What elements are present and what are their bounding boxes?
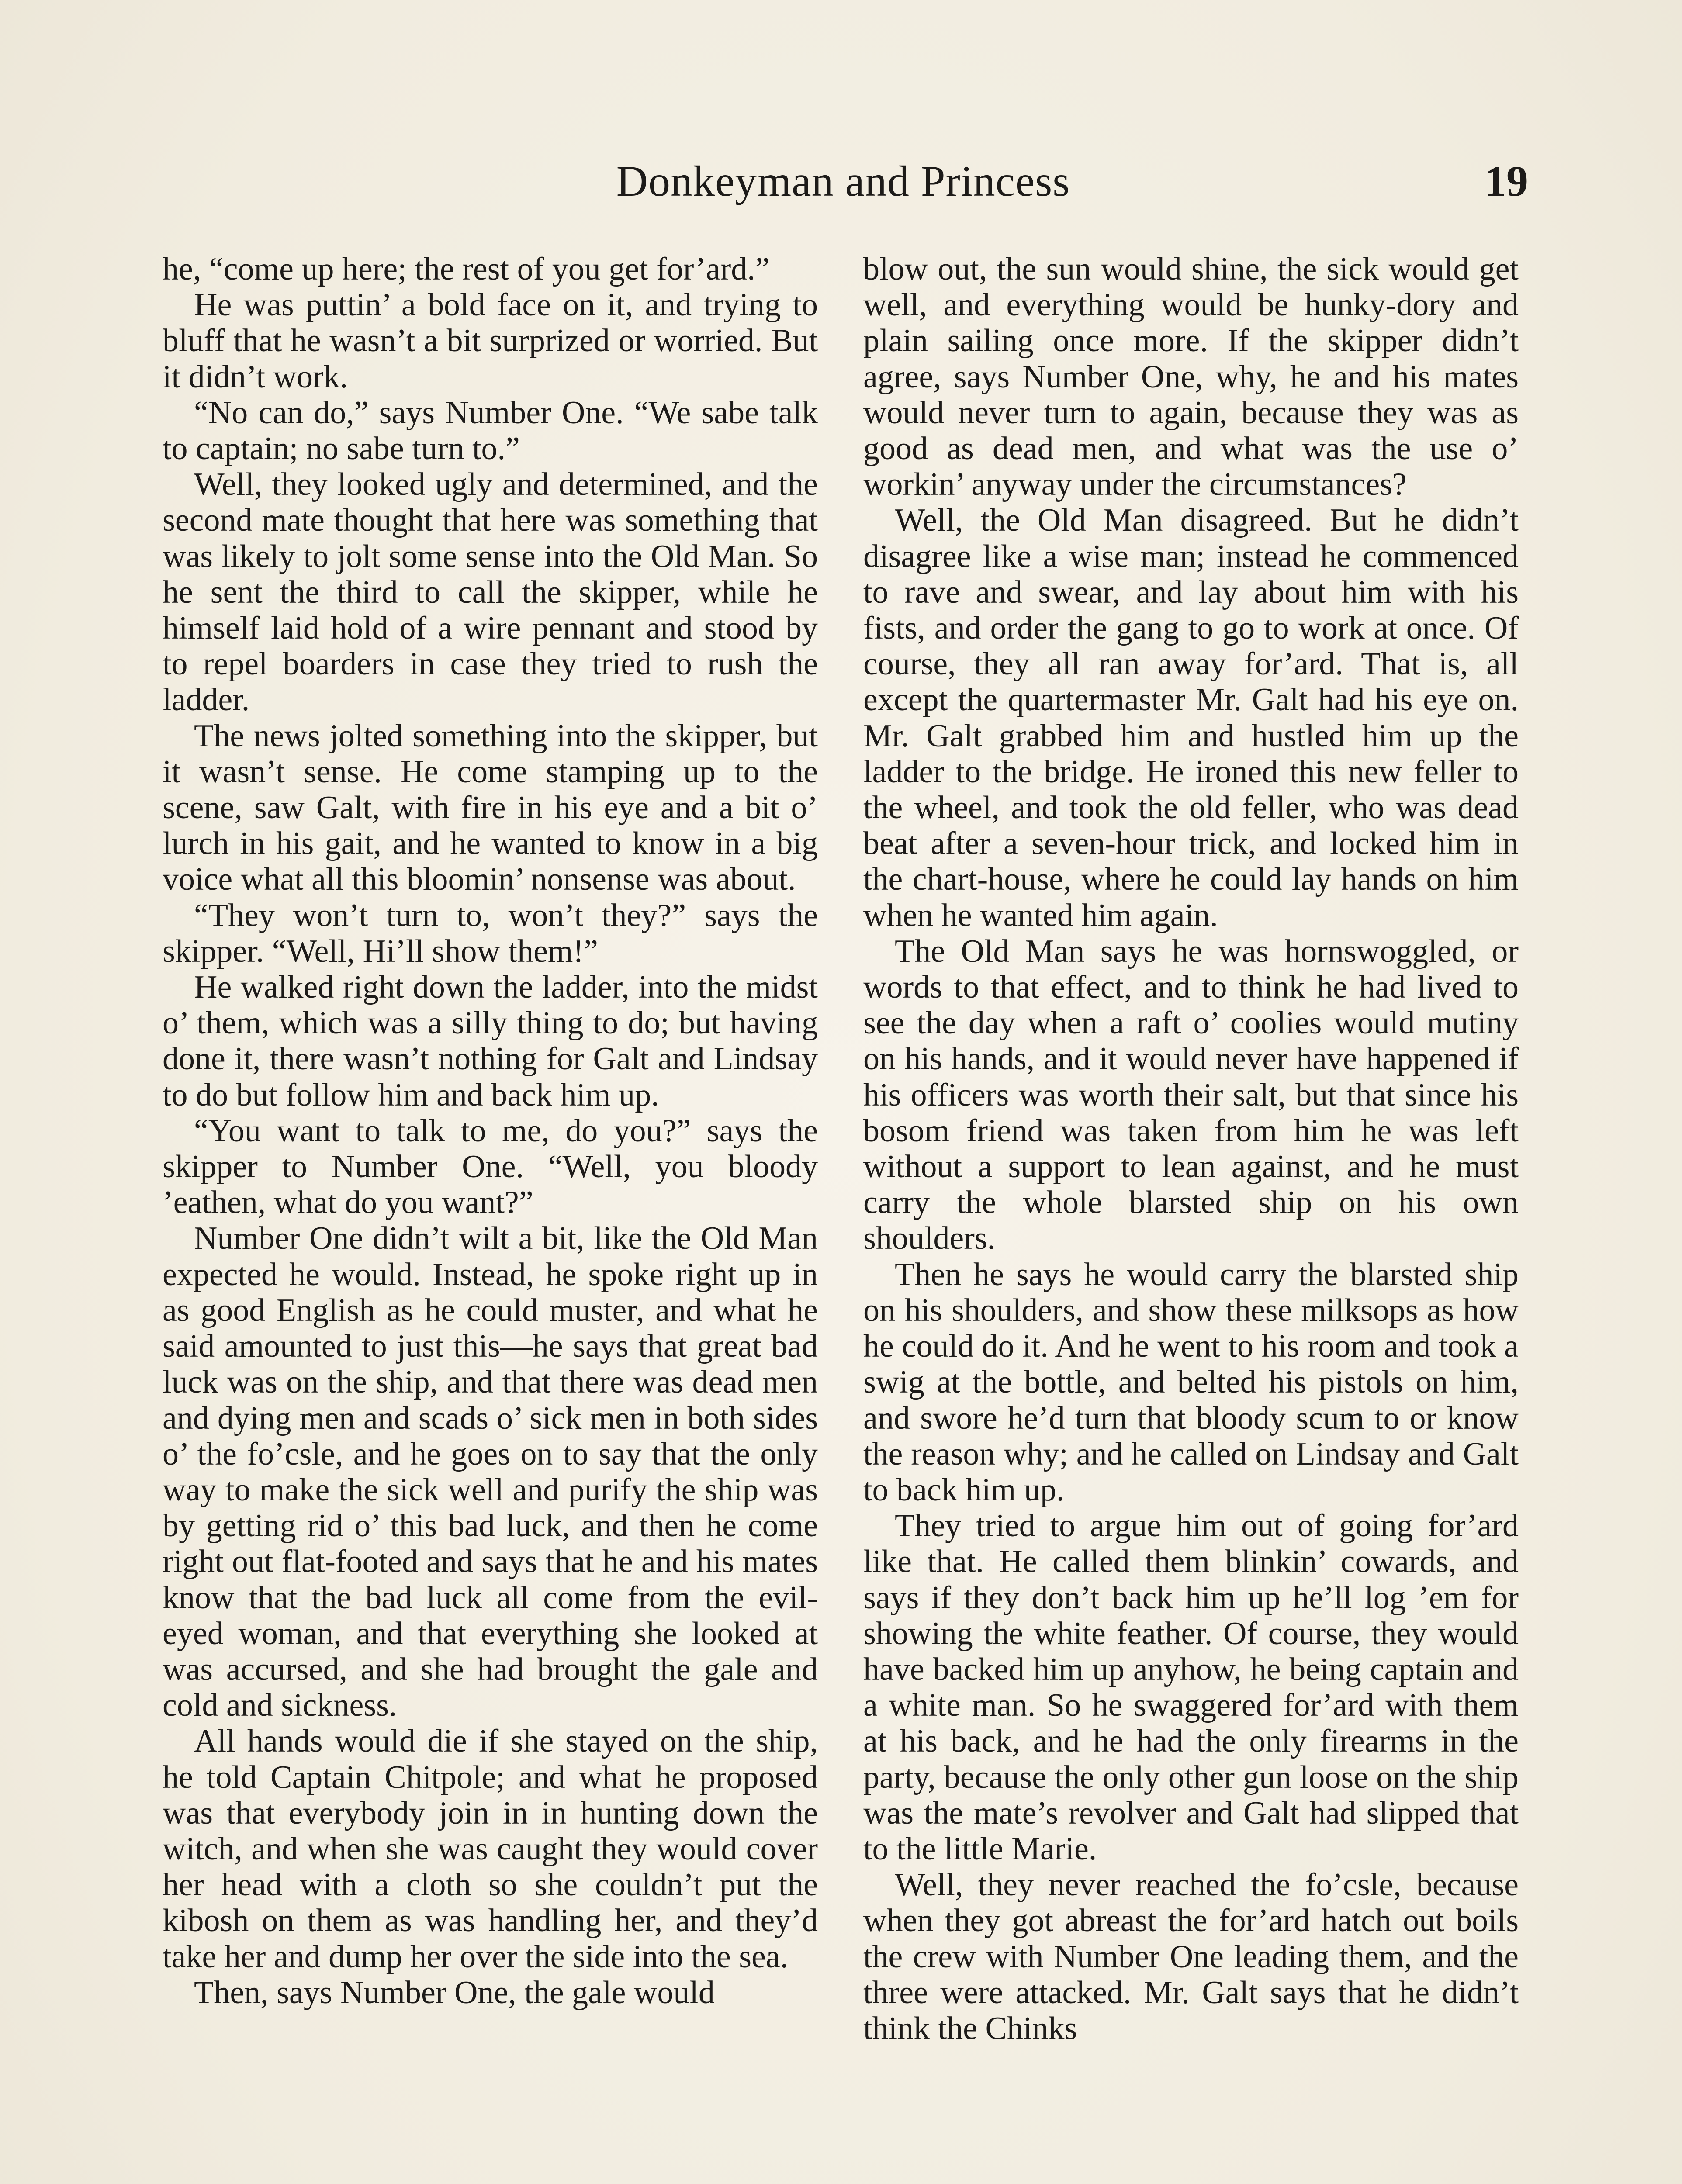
running-head xyxy=(162,151,1528,212)
text-column-left xyxy=(163,251,818,2011)
paragraph: blow out, the sun would shine, the sick would get well, and everything would be hunky-dory and plain sailing once more. If the skipper didn’t agree, says Number One, why, he and his mates would never turn to again, because they was as good as dead men, and what was the use o’ workin’ anyway under the circumstances? xyxy=(863,251,1519,503)
running-title: Donkeyman and Princess xyxy=(616,157,1070,205)
paragraph: “No can do,” says Number One. “We sabe talk to captain; no sabe turn to.” xyxy=(163,394,818,467)
paragraph: Well, they never reached the fo’csle, because when they got abreast the for’ard hatch out boils the crew with Number One leading them, and the three were attacked. Mr. Galt says that he didn’t think the Chinks xyxy=(863,1867,1519,2046)
paragraph: The Old Man says he was hornswoggled, or words to that effect, and to think he had lived to see the day when a raft o’ coolies would mutiny on his hands, and it would never have happened if his officers was worth their salt, but that since his bosom friend was taken from him he was left without a support to lean against, and he must carry the whole blarsted ship on his own shoulders. xyxy=(863,933,1519,1257)
paragraph: He was puttin’ a bold face on it, and trying to bluff that he wasn’t a bit surprized or worried. But it didn’t work. xyxy=(163,287,818,395)
paragraph: he, “come up here; the rest of you get for’ard.” xyxy=(163,251,770,287)
paragraph: “They won’t turn to, won’t they?” says the skipper. “Well, Hi’ll show them!” xyxy=(163,897,818,969)
paragraph: Well, the Old Man disagreed. But he didn’t disagree like a wise man; instead he commenced to rave and swear, and lay about him with his fists, and order the gang to go to work at once. Of course, they all ran away for’ard. That is, all except the quartermaster Mr. Galt had his eye on. Mr. Galt grabbed him and hustled him up the ladder to the bridge. He ironed this new feller to the wheel, and took the old feller, who was dead beat after a seven-hour trick, and locked him in the chart-house, where he could lay hands on him when he wanted him again. xyxy=(863,502,1519,933)
paragraph: The news jolted something into the skipper, but it wasn’t sense. He come stamping up to the scene, saw Galt, with fire in his eye and a bit o’ lurch in his gait, and he wanted to know in a big voice what all this bloomin’ nonsense was about. xyxy=(163,718,818,898)
paragraph: “You want to talk to me, do you?” says the skipper to Number One. “Well, you bloody ’eathen, what do you want?” xyxy=(163,1113,818,1221)
page-number: 19 xyxy=(1485,157,1528,205)
paragraph: Then, says Number One, the gale would xyxy=(194,1974,715,2011)
paragraph: He walked right down the ladder, into the midst o’ them, which was a silly thing to do; but having done it, there wasn’t nothing for Galt and Lindsay to do but follow him and back him up. xyxy=(163,969,818,1113)
paragraph: All hands would die if she stayed on the ship, he told Captain Chitpole; and what he proposed was that everybody join in in hunting down the witch, and when she was caught they would cover her head with a cloth so she couldn’t put the kibosh on them as was handling her, and they’d take her and dump her over the side into the sea. xyxy=(163,1723,818,1975)
paragraph: Then he says he would carry the blarsted ship on his shoulders, and show these milksops as how he could do it. And he went to his room and took a swig at the bottle, and belted his pistols on him, and swore he’d turn that bloody scum to or know the reason why; and he called on Lindsay and Galt to back him up. xyxy=(863,1256,1519,1508)
text-column-right xyxy=(863,251,1519,2046)
paragraph: Number One didn’t wilt a bit, like the Old Man expected he would. Instead, he spoke right up in as good English as he could muster, and what he said amounted to just this—he says that great bad luck was on the ship, and that there was dead men and dying men and scads o’ sick men in both sides o’ the fo’csle, and he goes on to say that the only way to make the sick well and purify the ship was by getting rid o’ this bad luck, and then he come right out flat-footed and says that he and his mates know that the bad luck all come from the evil-eyed woman, and that everything she looked at was accursed, and she had brought the gale and cold and sickness. xyxy=(163,1220,818,1724)
paragraph: Well, they looked ugly and determined, and the second mate thought that here was something that was likely to jolt some sense into the Old Man. So he sent the third to call the skipper, while he himself laid hold of a wire pennant and stood by to repel boarders in case they tried to rush the ladder. xyxy=(163,467,818,718)
paragraph: They tried to argue him out of going for’ard like that. He called them blinkin’ cowards, and says if they don’t back him up he’ll log ’em for showing the white feather. Of course, they would have backed him up anyhow, he being captain and a white man. So he swaggered for’ard with them at his back, and he had the only firearms in the party, because the only other gun loose on the ship was the mate’s revolver and Galt had slipped that to the little Marie. xyxy=(863,1508,1519,1867)
